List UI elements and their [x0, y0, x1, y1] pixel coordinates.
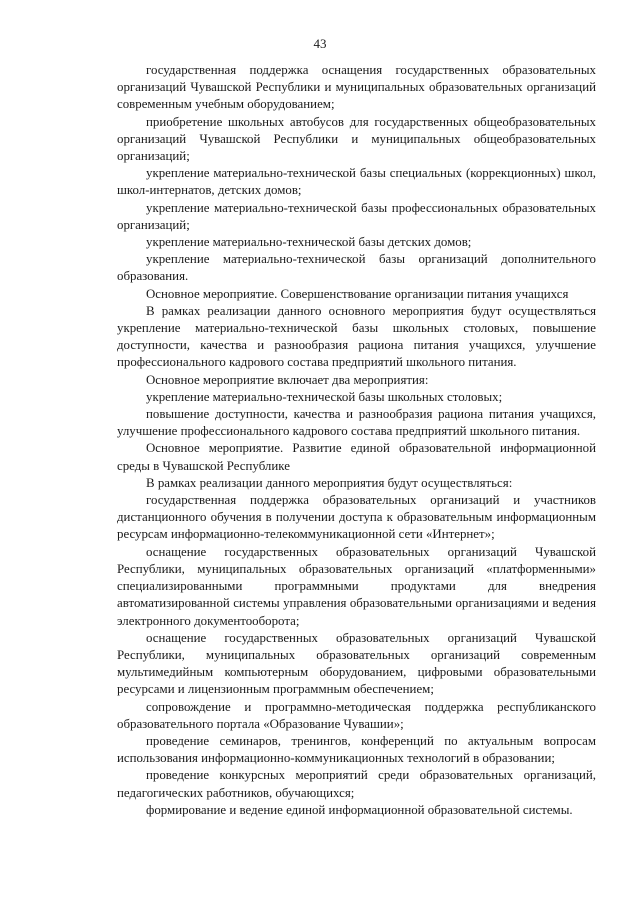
- paragraph: укрепление материально-технической базы специальных (коррекционных) школ, школ-интернатов, детских домов;: [117, 166, 596, 198]
- paragraph: укрепление материально-технической базы профессиональных образовательных организаций;: [117, 200, 596, 232]
- paragraph: сопровождение и программно-методическая поддержка республиканского образовательного портала «Образование Чувашии»;: [117, 699, 596, 731]
- paragraph: повышение доступности, качества и разнообразия рациона питания учащихся, улучшение профессионального кадрового состава предприятий школьного питания.: [117, 407, 596, 439]
- paragraph: укрепление материально-технической базы школьных столовых;: [146, 389, 503, 404]
- page-number: 43: [313, 36, 327, 51]
- paragraph: В рамках реализации данного мероприятия будут осуществляться:: [146, 475, 513, 490]
- paragraph: оснащение государственных образовательных организаций Чувашской Республики, муниципальных образовательных организаций «платформенными» специализированными программными продуктами для внедрения автоматизированной системы управления образовательными организациями и ведения электронного документооборота;: [117, 544, 596, 628]
- paragraph: укрепление материально-технической базы организаций дополнительного образования.: [117, 252, 596, 284]
- document-body: [117, 62, 596, 819]
- section-heading: Основное мероприятие. Совершенствование организации питания учащихся: [146, 286, 569, 301]
- section-heading: Основное мероприятие. Развитие единой образовательной информационной среды в Чувашской Республике: [117, 441, 596, 473]
- paragraph: государственная поддержка образовательных организаций и участников дистанционного обучения в получении доступа к образовательным информационным ресурсам информационно-телекоммуникационной сети «Интернет»;: [117, 493, 596, 542]
- paragraph: Основное мероприятие включает два мероприятия:: [146, 372, 429, 387]
- paragraph: оснащение государственных образовательных организаций Чувашской Республики, муниципальных образовательных организаций современным мультимедийным компьютерным оборудованием, цифровыми образовательными ресурсами и лицензионным программным обеспечением;: [117, 630, 596, 697]
- paragraph: укрепление материально-технической базы детских домов;: [146, 235, 472, 250]
- paragraph: приобретение школьных автобусов для государственных общеобразовательных организаций Чувашской Республики и муниципальных общеобразовательных организаций;: [117, 114, 596, 164]
- paragraph: проведение конкурсных мероприятий среди образовательных организаций, педагогических работников, обучающихся;: [117, 768, 596, 800]
- paragraph: формирование и ведение единой информационной образовательной системы.: [146, 802, 573, 817]
- paragraph: проведение семинаров, тренингов, конференций по актуальным вопросам использования информационно-коммуникационных технологий в образовании;: [117, 733, 596, 766]
- paragraph: В рамках реализации данного основного мероприятия будут осуществляться укрепление материально-технической базы школьных столовых, повышение доступности, качества и разнообразия рациона питания учащихся, улучшение профессионального кадрового состава предприятий школьного питания.: [117, 303, 596, 370]
- paragraph: государственная поддержка оснащения государственных образовательных организаций Чувашской Республики и муниципальных образовательных организаций современным учебным оборудованием;: [117, 63, 596, 112]
